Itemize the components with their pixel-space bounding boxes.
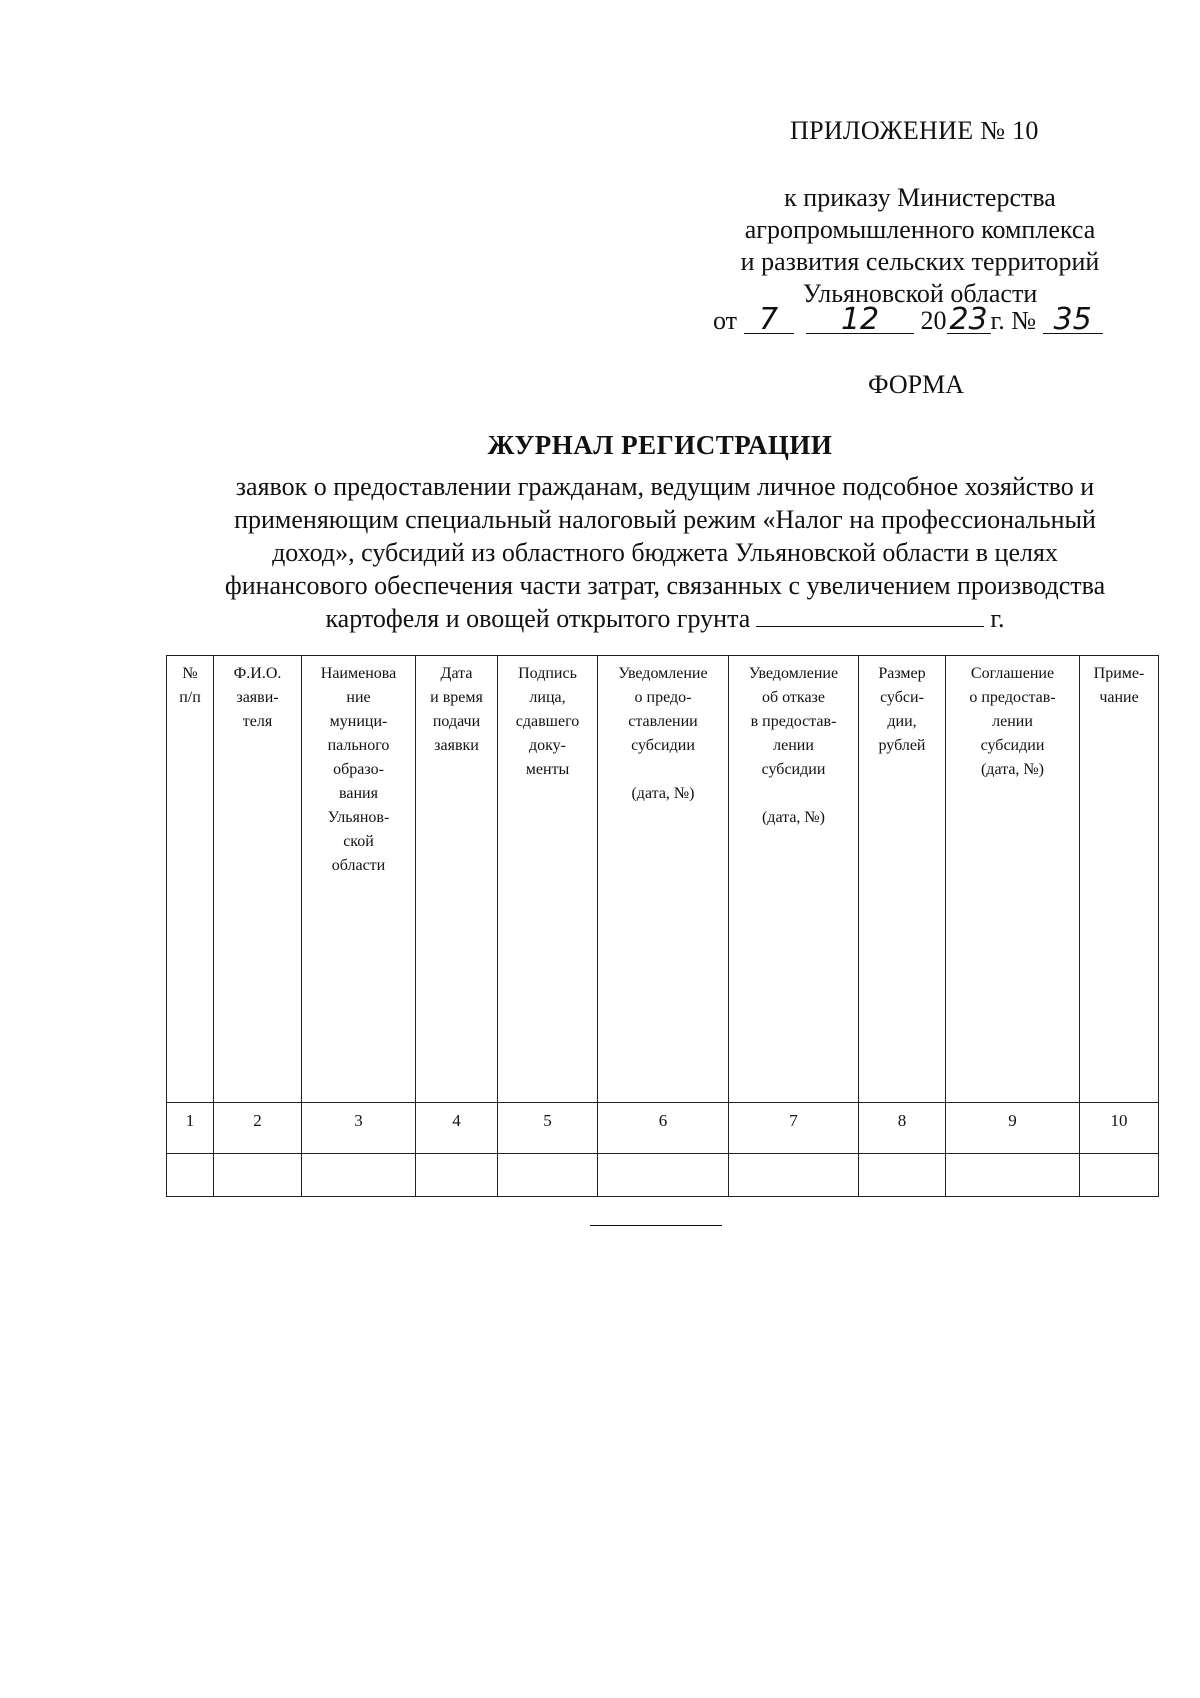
order-date-line: [713, 302, 1143, 337]
column-number: 6: [598, 1103, 729, 1154]
subtitle-line: доход», субсидий из областного бюджета Ульяновской области в целях: [272, 538, 1058, 567]
date-month: 12: [806, 307, 914, 334]
column-number: 5: [498, 1103, 598, 1154]
subtitle-text: картофеля и овощей открытого грунта: [325, 604, 751, 633]
date-prefix: от: [713, 306, 738, 335]
year-blank-field: [756, 602, 984, 627]
header-cell-agreement: Соглашение о предостав- лении субсидии (дата, №): [946, 656, 1080, 1103]
column-number-row: [167, 1103, 1159, 1154]
registration-table: [166, 655, 1159, 1197]
header-cell-signature: Подпись лица, сдавшего доку- менты: [498, 656, 598, 1103]
journal-title: ЖУРНАЛ РЕГИСТРАЦИИ: [487, 430, 833, 460]
order-reference: [700, 182, 1140, 310]
header-cell-refusal-notice: Уведомление об отказе в предостав- лении субсидии (дата, №): [729, 656, 859, 1103]
header-cell-municipality: Наименова ние муници- пального образо- вания Ульянов- ской области: [302, 656, 416, 1103]
order-line: к приказу Министерства: [784, 183, 1056, 212]
subtitle-line: применяющим специальный налоговый режим «Налог на профессиональный: [234, 505, 1096, 534]
table-cell: [498, 1154, 598, 1197]
subtitle-line: финансового обеспечения части затрат, связанных с увеличением производства: [224, 571, 1106, 600]
date-year-suffix: 23: [947, 307, 991, 334]
order-line: агропромышленного комплекса: [744, 215, 1096, 244]
column-number: 7: [729, 1103, 859, 1154]
column-number: 3: [302, 1103, 416, 1154]
order-line: Ульяновской области: [802, 279, 1038, 308]
table-cell: [416, 1154, 498, 1197]
subtitle-line-last: [170, 602, 1160, 635]
table-cell: [598, 1154, 729, 1197]
table-cell: [859, 1154, 946, 1197]
table-cell: [214, 1154, 302, 1197]
header-cell-amount: Размер субси- дии, рублей: [859, 656, 946, 1103]
date-day: 7: [744, 307, 794, 334]
column-number: 9: [946, 1103, 1080, 1154]
subtitle-line: заявок о предоставлении гражданам, ведущим личное подсобное хозяйство и: [235, 472, 1095, 501]
table-cell: [302, 1154, 416, 1197]
date-year-mark: г. №: [990, 306, 1037, 335]
header-cell-grant-notice: Уведомление о предо- ставлении субсидии (дата, №): [598, 656, 729, 1103]
table-cell: [167, 1154, 214, 1197]
header-cell-date-time: Дата и время подачи заявки: [416, 656, 498, 1103]
column-number: 10: [1080, 1103, 1159, 1154]
table-cell: [1080, 1154, 1159, 1197]
journal-subtitle: [170, 470, 1160, 635]
order-line: и развития сельских территорий: [740, 247, 1100, 276]
column-number: 1: [167, 1103, 214, 1154]
subtitle-year-suffix: г.: [990, 604, 1005, 633]
empty-entry-row: [167, 1154, 1159, 1197]
column-number: 2: [214, 1103, 302, 1154]
date-year-prefix: 20: [920, 306, 947, 335]
table-cell: [946, 1154, 1080, 1197]
header-cell-index: № п/п: [167, 656, 214, 1103]
column-number: 4: [416, 1103, 498, 1154]
end-divider: [590, 1225, 722, 1226]
table-cell: [729, 1154, 859, 1197]
order-number: 35: [1043, 307, 1103, 334]
appendix-title: ПРИЛОЖЕНИЕ № 10: [790, 116, 1039, 145]
column-number: 8: [859, 1103, 946, 1154]
header-cell-note: Приме- чание: [1080, 656, 1159, 1103]
header-row: [167, 656, 1159, 1103]
form-label: ФОРМА: [868, 370, 964, 399]
header-cell-applicant: Ф.И.О. заяви- теля: [214, 656, 302, 1103]
